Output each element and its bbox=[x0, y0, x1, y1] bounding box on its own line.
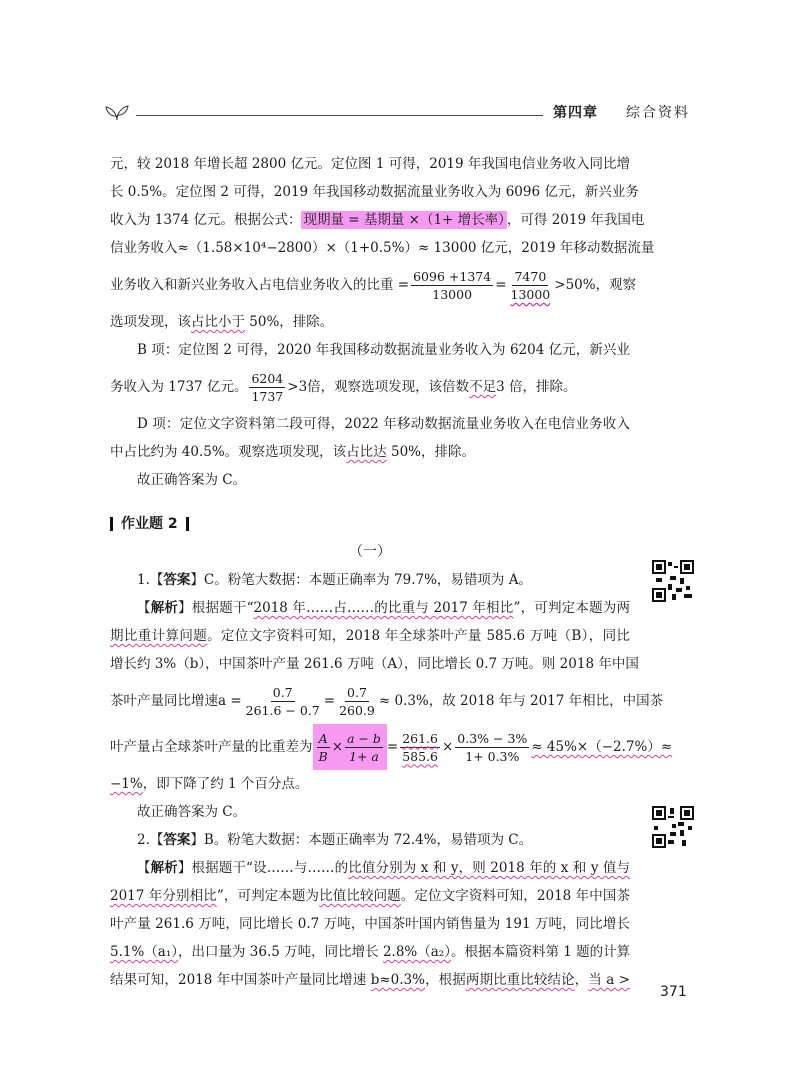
text-line: 元，较 2018 年增长超 2800 亿元。定位图 1 可得，2019 年我国电信业务收入同比增 bbox=[110, 156, 630, 172]
formula-line: 业务收入和新兴业务收入占电信业务收入的比重 = $\frac{6096 +1374}{13000}$ = $\frac{7470}{13000}$ >50%，观察 bbox=[110, 268, 637, 302]
fraction: $\frac{0.7}{260.9}$ bbox=[339, 684, 375, 718]
wavy-underline: 占比小于 bbox=[191, 314, 245, 330]
wavy-underline: b≈0.3% bbox=[370, 972, 425, 988]
title-bar-icon bbox=[110, 517, 113, 531]
wavy-underline: 不足 bbox=[469, 379, 497, 395]
text-line: 选项发现，该占比小于 50%，排除。 bbox=[110, 314, 334, 330]
wavy-underline: 2018 年……占……的比重与 2017 年相比 bbox=[253, 600, 514, 616]
text-line: 长 0.5%。定位图 2 可得，2019 年我国移动数据流量业务收入为 6096 亿元，新兴业务 bbox=[110, 184, 639, 200]
text-line: 2017 年分别相比”，可判定本题为比值比较问题。定位文字资料可知，2018 年中国茶 bbox=[110, 888, 631, 904]
highlighted-formula: $\frac{A}{B}$ × $\frac{a - b}{1+ a}$ bbox=[313, 724, 387, 770]
header-rule bbox=[136, 115, 543, 116]
subsection-title: （一） bbox=[349, 544, 391, 560]
option-b-line: B 项：定位图 2 可得，2020 年我国移动数据流量业务收入为 6204 亿元，新兴业 bbox=[137, 342, 630, 358]
leaf-ornament-icon bbox=[104, 102, 130, 122]
conclusion: 故正确答案为 C。 bbox=[137, 472, 247, 488]
chapter-label: 第四章 bbox=[553, 105, 598, 121]
answer-line: 1.【答案】C。粉笔大数据：本题正确率为 79.7%，易错项为 A。 bbox=[137, 572, 532, 588]
wavy-underline: 比值比较问题 bbox=[319, 888, 401, 904]
wavy-underline: 2.8%（a₂） bbox=[382, 944, 451, 960]
wavy-underline: 期比重计算问题 bbox=[110, 628, 208, 644]
page-number: 371 bbox=[660, 984, 687, 1000]
wavy-underline: −1% bbox=[110, 776, 143, 792]
fraction: $\frac{0.7}{261.6 - 0.7}$ bbox=[245, 684, 320, 718]
running-header bbox=[104, 95, 690, 129]
homework-title: 作业题 2 bbox=[110, 510, 630, 538]
wavy-underline: 占比达 bbox=[346, 444, 387, 460]
section-label: 综合资料 bbox=[626, 105, 690, 121]
text-line: 增长约 3%（b），中国茶叶产量 261.6 万吨（A），同比增长 0.7 万吨。则 2018 年中国 bbox=[110, 656, 639, 672]
highlighted-formula: 现期量 = 基期量 ×（1+ 增长率） bbox=[303, 212, 505, 228]
title-bar-icon bbox=[186, 517, 189, 531]
wavy-underline: 2017 年分别相比 bbox=[110, 888, 217, 904]
text-line: 期比重计算问题。定位文字资料可知，2018 年全球茶叶产量 585.6 万吨（B），同比 bbox=[110, 628, 630, 644]
qr-code-icon[interactable] bbox=[652, 560, 694, 602]
wavy-underline: ≈ 45%×（−2.7%）≈ bbox=[531, 739, 673, 755]
text-line: 信业务收入≈（1.58×10⁴−2800）×（1+0.5%）≈ 13000 亿元，2019 年移动数据流量 bbox=[110, 240, 655, 256]
option-d-line: D 项：定位文字资料第二段可得，2022 年移动数据流量业务收入在电信业务收入 bbox=[137, 416, 630, 432]
text-line: 叶产量 261.6 万吨，同比增长 0.7 万吨，中国茶叶国内销售量为 191 万吨，同比增长 bbox=[110, 916, 630, 932]
qr-code-icon[interactable] bbox=[652, 806, 694, 848]
wavy-underline: 两期比重比较结论 bbox=[465, 972, 575, 988]
text-line: 5.1%（a₁），出口量为 36.5 万吨，同比增长 2.8%（a₂）。根据本篇资料第 1 题的计算 bbox=[110, 944, 631, 960]
conclusion: 故正确答案为 C。 bbox=[137, 804, 247, 820]
formula-line: 务收入为 1737 亿元。 $\frac{6204}{1737}$ >3倍，观察选项发现，该倍数 不足 3 倍，排除。 bbox=[110, 364, 630, 410]
fraction: $\frac{0.3\% - 3\%}{1+ 0.3\%}$ bbox=[457, 730, 528, 764]
fraction: $\frac{6096 +1374}{13000}$ bbox=[413, 268, 492, 302]
fraction: $\frac{7470}{13000}$ bbox=[510, 268, 551, 302]
analysis-line: 【解析】根据题干“设……与……的比值分别为 x 和 y，则 2018 年的 x 和 y 值与 bbox=[137, 860, 631, 876]
formula-line: 叶产量占全球茶叶产量的比重差为 $\frac{A}{B}$ × $\frac{a - b}{1+ a}$ = $\frac{261.6}{585.6}$ × $\frac{0.3\% - 3\%}{1+ 0.3\%}$ ≈ 45%×（−2.7%）≈ bbox=[110, 724, 630, 770]
wavy-underline: 当 a > bbox=[588, 972, 631, 988]
main-content bbox=[110, 150, 673, 994]
answer-line: 2.【答案】B。粉笔大数据：本题正确率为 72.4%，易错项为 C。 bbox=[137, 832, 533, 848]
formula-line: 茶叶产量同比增速a = $\frac{0.7}{261.6 - 0.7}$ = $\frac{0.7}{260.9}$ ≈ 0.3%，故 2018 年与 2017 年相比，中国茶 bbox=[110, 684, 664, 718]
analysis-line: 【解析】根据题干“2018 年……占……的比重与 2017 年相比”，可判定本题为两 bbox=[137, 600, 630, 616]
text-line: −1%，即下降了约 1 个百分点。 bbox=[110, 776, 309, 792]
fraction: $\frac{6204}{1737}$ bbox=[251, 370, 284, 404]
wavy-underline: 比值分别为 x 和 y，则 2018 年的 x 和 y 值与 bbox=[348, 860, 631, 876]
text-line: 结果可知，2018 年中国茶叶产量同比增速 b≈0.3%，根据两期比重比较结论，当 a > bbox=[110, 972, 631, 988]
fraction: $\frac{261.6}{585.6}$ bbox=[402, 730, 438, 764]
text-line: 中占比约为 40.5%。观察选项发现，该占比达 50%，排除。 bbox=[110, 444, 475, 460]
text-line: 收入为 1374 亿元。根据公式： 现期量 = 基期量 ×（1+ 增长率） ，可得 2019 年我国电 bbox=[110, 212, 645, 228]
wavy-underline: 5.1%（a₁） bbox=[110, 944, 179, 960]
